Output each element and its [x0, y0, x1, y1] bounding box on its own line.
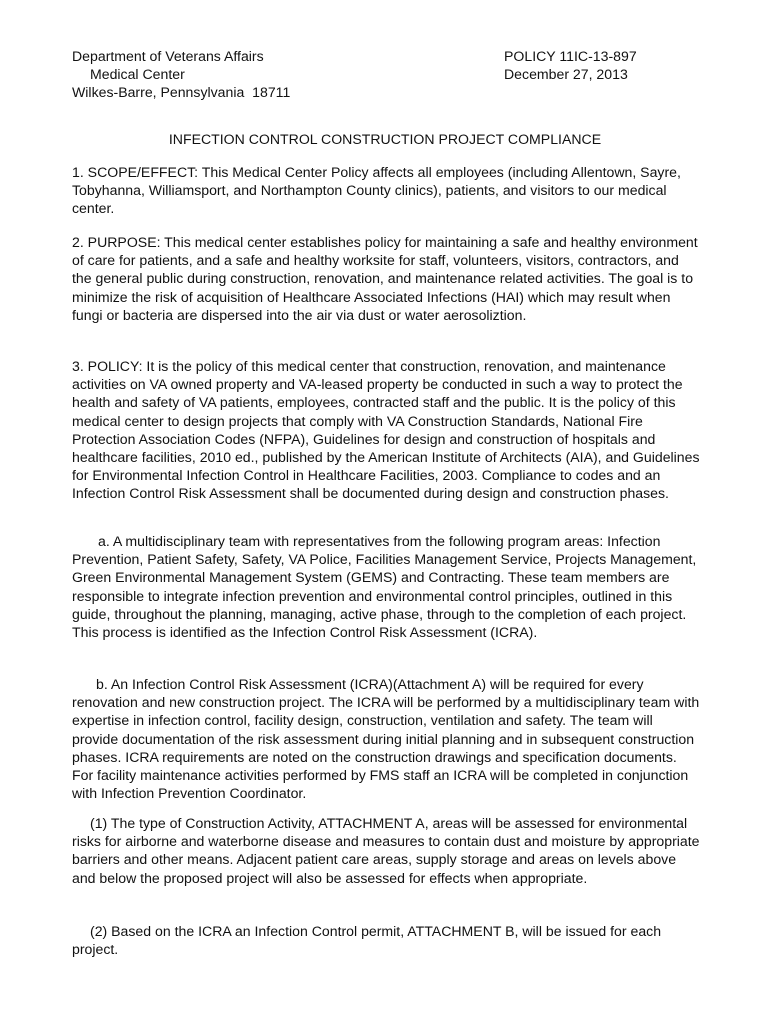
policy-item-b: b. An Infection Control Risk Assessment (ICRA)(Attachment A) will be required for every renovation and new construction project. The ICRA will be performed by a multidisciplinary team with expertise in infection control, facility design, construction, ventilation and safety. The team will provide documentation of the risk assessment during initial planning and in subsequent construction phases. ICRA requirements are noted on the construction drawings and specification documents. For facility maintenance activities performed by FMS staff an ICRA will be completed in conjunction with Infection Prevention Coordinator.	[72, 676, 700, 802]
document-title: INFECTION CONTROL CONSTRUCTION PROJECT COMPLIANCE	[168, 131, 602, 147]
org-address: Wilkes-Barre, Pennsylvania 18711	[72, 84, 291, 101]
section-scope: 1. SCOPE/EFFECT: This Medical Center Policy affects all employees (including Allentown, Sayre, Tobyhanna, Williamsport, and Northampton County clinics), patients, and visitors to our medical center.	[72, 164, 681, 217]
organization-header	[72, 47, 372, 102]
org-facility: Medical Center	[90, 66, 185, 83]
section-purpose: 2. PURPOSE: This medical center establishes policy for maintaining a safe and healthy environment of care for patients, and a safe and healthy worksite for staff, volunteers, visitors, contractors, and the general public during construction, renovation, and maintenance related activities. The goal is to minimize the risk of acquisition of Healthcare Associated Infections (HAI) which may result when fungi or bacteria are dispersed into the air via dust or water aerosoliztion.	[72, 234, 698, 323]
policy-subitem-2: (2) Based on the ICRA an Infection Control permit, ATTACHMENT B, will be issued for each project.	[72, 923, 662, 958]
policy-subitem-1: (1) The type of Construction Activity, ATTACHMENT A, areas will be assessed for environmental risks for airborne and waterborne disease and measures to contain dust and moisture by appropriate barriers and other means. Adjacent patient care areas, supply storage and areas on levels above and below the proposed project will also be assessed for effects when appropriate.	[72, 815, 700, 886]
policy-header	[504, 47, 734, 83]
policy-date: December 27, 2013	[504, 66, 628, 83]
section-policy: 3. POLICY: It is the policy of this medical center that construction, renovation, and maintenance activities on VA owned property and VA-leased property be conducted in such a way to protect the health and safety of VA patients, employees, contracted staff and the public. It is the policy of this medical center to design projects that comply with VA Construction Standards, National Fire Protection Association Codes (NFPA), Guidelines for design and construction of hospitals and healthcare facilities, 2010 ed., published by the American Institute of Architects (AIA), and Guidelines for Environmental Infection Control in Healthcare Facilities, 2003. Compliance to codes and an Infection Control Risk Assessment shall be documented during design and construction phases.	[72, 358, 700, 502]
policy-item-a: a. A multidisciplinary team with representatives from the following program areas: Infection Prevention, Patient Safety, Safety, VA Police, Facilities Management Service, Projects Management, Green Environmental Management System (GEMS) and Contracting. These team members are responsible to integrate infection prevention and environmental control principles, outlined in this guide, throughout the planning, managing, active phase, through to the completion of each project. This process is identified as the Infection Control Risk Assessment (ICRA).	[72, 533, 697, 641]
policy-number: POLICY 11IC-13-897	[504, 48, 637, 64]
org-name: Department of Veterans Affairs	[72, 48, 264, 64]
